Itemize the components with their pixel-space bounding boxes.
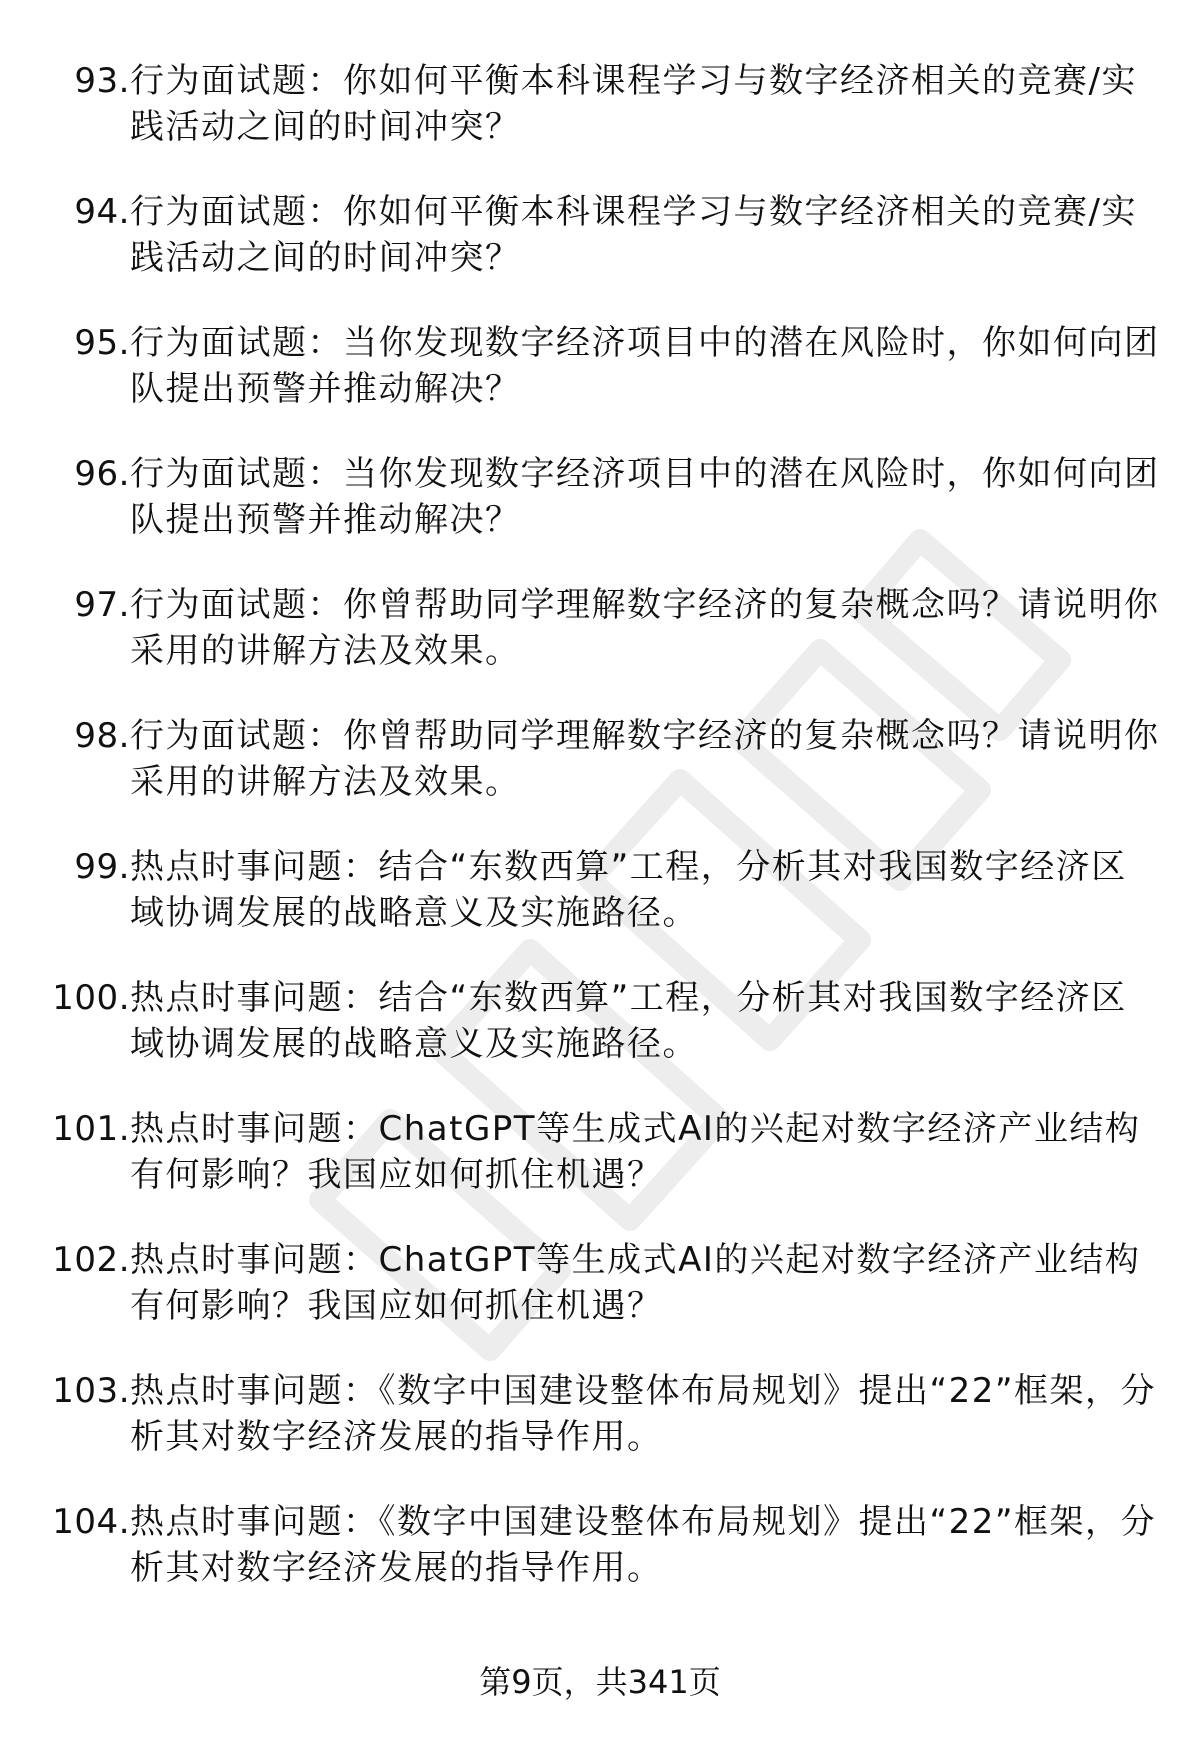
question-item [0,713,1200,844]
question-item [0,844,1200,975]
question-text: 热点时事问题：ChatGPT等生成式AI的兴起对数字经济产业结构有何影响？我国应如何抓住机遇？ [130,1240,1141,1326]
question-number: 104. [52,1502,130,1542]
question-number: 93. [74,61,130,101]
question-text: 热点时事问题：结合“东数西算”工程，分析其对我国数字经济区域协调发展的战略意义及实施路径。 [130,978,1127,1064]
question-number: 98. [74,716,130,756]
question-text: 行为面试题：当你发现数字经济项目中的潜在风险时，你如何向团队提出预警并推动解决？ [130,454,1160,540]
question-item [0,451,1200,582]
question-text: 热点时事问题：《数字中国建设整体布局规划》提出“22”框架，分析其对数字经济发展的指导作用。 [130,1502,1156,1588]
question-number: 101. [52,1109,130,1149]
question-item [0,582,1200,713]
question-text: 行为面试题：你如何平衡本科课程学习与数字经济相关的竞赛/实践活动之间的时间冲突？ [130,192,1137,278]
question-item [0,975,1200,1106]
question-item [0,189,1200,320]
question-item [0,1368,1200,1499]
question-number: 100. [52,978,130,1018]
question-text: 行为面试题：你曾帮助同学理解数字经济的复杂概念吗？请说明你采用的讲解方法及效果。 [130,716,1160,802]
question-item [0,1499,1200,1630]
question-number: 95. [74,323,130,363]
question-text: 热点时事问题：《数字中国建设整体布局规划》提出“22”框架，分析其对数字经济发展的指导作用。 [130,1371,1156,1457]
question-text: 热点时事问题：结合“东数西算”工程，分析其对我国数字经济区域协调发展的战略意义及实施路径。 [130,847,1127,933]
question-number: 96. [74,454,130,494]
question-text: 行为面试题：你如何平衡本科课程学习与数字经济相关的竞赛/实践活动之间的时间冲突？ [130,61,1137,147]
question-number: 99. [74,847,130,887]
question-item [0,320,1200,451]
question-number: 94. [74,192,130,232]
question-number: 102. [52,1240,130,1280]
question-text: 热点时事问题：ChatGPT等生成式AI的兴起对数字经济产业结构有何影响？我国应如何抓住机遇？ [130,1109,1141,1195]
question-item [0,58,1200,189]
question-text: 行为面试题：你曾帮助同学理解数字经济的复杂概念吗？请说明你采用的讲解方法及效果。 [130,585,1160,671]
question-item [0,1237,1200,1368]
question-text: 行为面试题：当你发现数字经济项目中的潜在风险时，你如何向团队提出预警并推动解决？ [130,323,1160,409]
page-number-label: 第9页，共341页 [479,1663,721,1701]
page-footer [0,1660,1200,1704]
question-list [0,58,1200,1630]
question-number: 97. [74,585,130,625]
question-item [0,1106,1200,1237]
question-number: 103. [52,1371,130,1411]
